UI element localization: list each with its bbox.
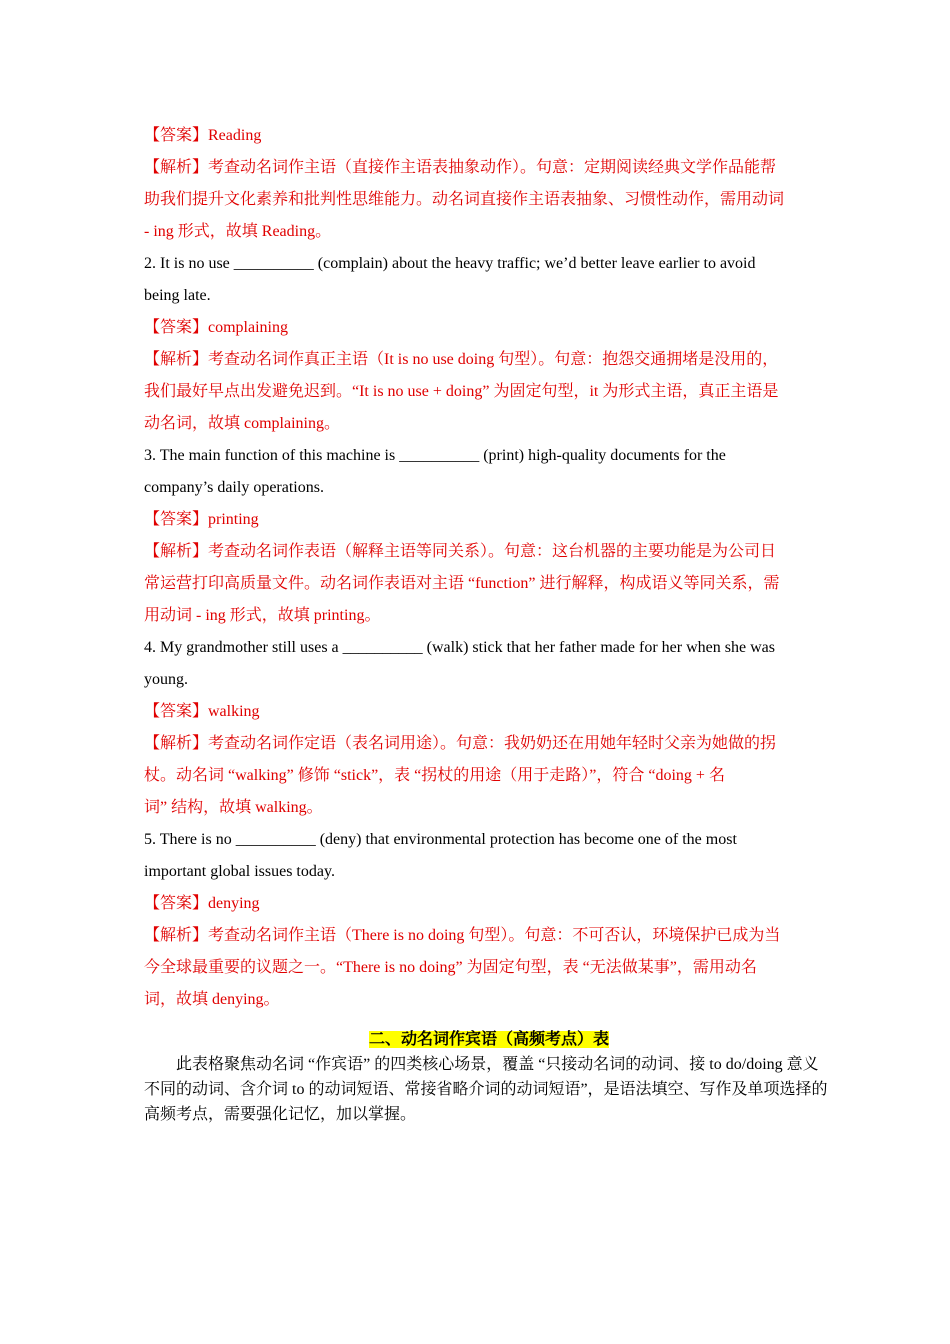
analysis-line: 【解析】考查动名词作主语（直接作主语表抽象动作）。句意：定期阅读经典文学作品能帮 [144, 159, 777, 176]
analysis-line: 用动词 - ing 形式，故填 printing。 [144, 607, 381, 624]
question-line: company’s daily operations. [144, 479, 324, 496]
question-line: 2. It is no use __________ (complain) about the heavy traffic; we’d better leave earlier to avoid [144, 255, 756, 272]
question-block [144, 440, 834, 504]
analysis-line: 杖。动名词 “walking” 修饰 “stick”，表 “拐杖的用途（用于走路）”，符合 “doing + 名 [144, 767, 725, 784]
analysis-line: 今全球最重要的议题之一。“There is no doing” 为固定句型，表 “无法做某事”，需用动名 [144, 959, 757, 976]
question-line: 5. There is no __________ (deny) that environmental protection has become one of the most [144, 831, 737, 848]
analysis-line: 助我们提升文化素养和批判性思维能力。动名词直接作主语表抽象、习惯性动作，需用动词 [144, 191, 785, 208]
analysis-line: 常运营打印高质量文件。动名词作表语对主语 “function” 进行解释，构成语义等同关系，需 [144, 575, 780, 592]
answer-block [144, 888, 834, 920]
answer-block [144, 120, 834, 152]
analysis-line: 词，故填 denying。 [144, 991, 280, 1008]
answer-line: 【答案】complaining [144, 319, 288, 336]
answer-block [144, 312, 834, 344]
analysis-line: 我们最好早点出发避免迟到。“It is no use + doing” 为固定句型，it 为形式主语，真正主语是 [144, 383, 779, 400]
answer-line: 【答案】printing [144, 511, 259, 528]
question-block [144, 248, 834, 312]
analysis-line: 【解析】考查动名词作表语（解释主语等同关系）。句意：这台机器的主要功能是为公司日 [144, 543, 777, 560]
analysis-line: 【解析】考查动名词作真正主语（It is no use doing 句型）。句意：抱怨交通拥堵是没用的， [144, 351, 779, 368]
answer-block [144, 696, 834, 728]
analysis-line: - ing 形式，故填 Reading。 [144, 223, 332, 240]
answer-line: 【答案】walking [144, 703, 260, 720]
analysis-block [144, 536, 834, 632]
question-line: important global issues today. [144, 863, 335, 880]
question-line: young. [144, 671, 188, 688]
analysis-line: 词” 结构，故填 walking。 [144, 799, 323, 816]
question-block [144, 632, 834, 696]
question-line: 3. The main function of this machine is __________ (print) high-quality documents for the [144, 447, 726, 464]
answer-line: 【答案】Reading [144, 127, 262, 144]
analysis-line: 【解析】考查动名词作主语（There is no doing 句型）。句意：不可否认，环境保护已成为当 [144, 927, 781, 944]
section-heading [144, 1028, 834, 1052]
analysis-line: 动名词，故填 complaining。 [144, 415, 340, 432]
analysis-block [144, 344, 834, 440]
exercise-blocks [144, 120, 834, 1016]
analysis-block [144, 920, 834, 1016]
analysis-block [144, 152, 834, 248]
section-heading-text: 二、动名词作宾语（高频考点）表 [368, 1031, 609, 1048]
answer-line: 【答案】denying [144, 895, 260, 912]
section-intro: 此表格聚焦动名词 “作宾语” 的四类核心场景，覆盖 “只接动名词的动词、接 to do/doing 意义不同的动词、含介词 to 的动词短语、常接省略介词的动词短语”，是语法填空、写作及单项选择的高频考点，需要强化记忆，加以掌握。 [144, 1056, 828, 1123]
question-line: being late. [144, 287, 211, 304]
question-line: 4. My grandmother still uses a __________ (walk) stick that her father made for her when she was [144, 639, 775, 656]
document-page [144, 120, 834, 1127]
answer-block [144, 504, 834, 536]
question-block [144, 824, 834, 888]
analysis-block [144, 728, 834, 824]
analysis-line: 【解析】考查动名词作定语（表名词用途）。句意：我奶奶还在用她年轻时父亲为她做的拐 [144, 735, 777, 752]
